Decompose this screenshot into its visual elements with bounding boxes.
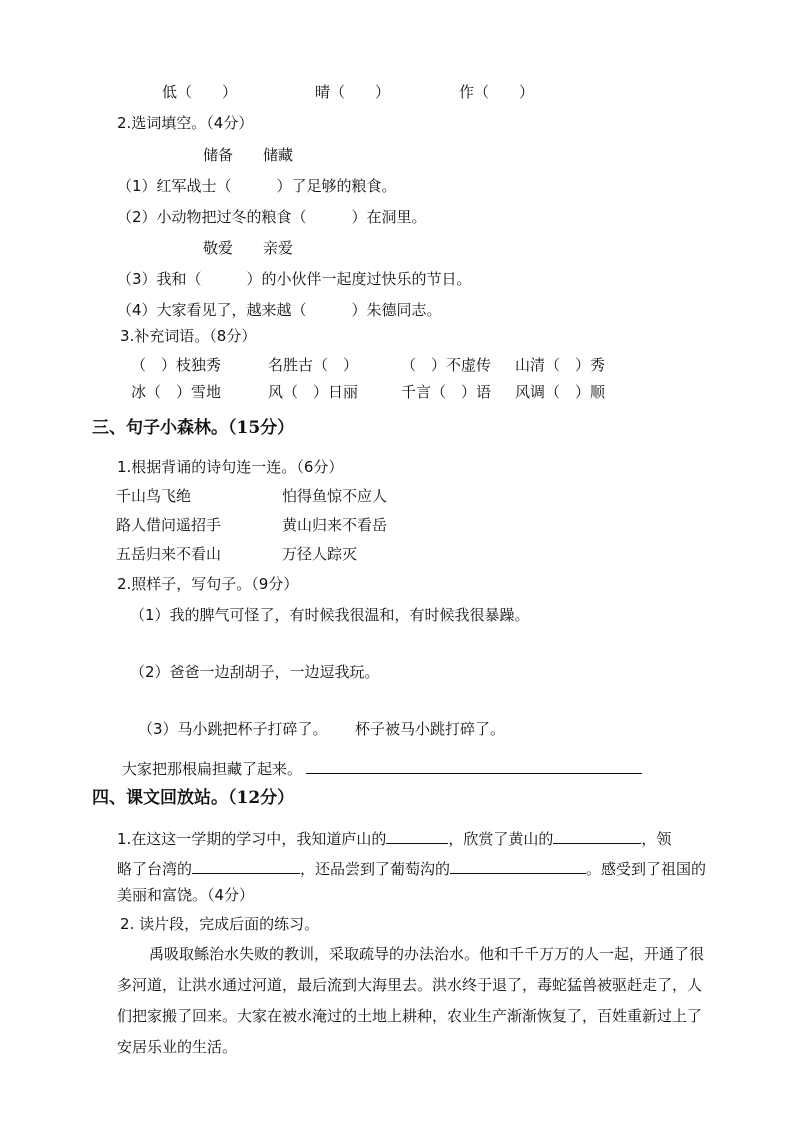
idiom-6: 风（ ）日丽 <box>268 383 359 401</box>
review-q1-text-f: 。感受到了祖国的 <box>586 860 707 878</box>
poem-match-title: 1.根据背诵的诗句连一连。（6分） <box>117 458 344 476</box>
review-q1-text-a: 1.在这这一学期的学习中，我知道庐山的 <box>117 830 387 848</box>
idiom-3: （ ）不虚传 <box>401 356 492 374</box>
rewrite-task-sentence: 大家把那根扁担藏了起来。 <box>122 760 303 778</box>
idiom-2: 名胜古（ ） <box>268 356 359 374</box>
rewrite-example-2: （2）爸爸一边刮胡子，一边逗我玩。 <box>130 663 380 681</box>
rewrite-example-1: （1）我的脾气可怪了，有时候我很温和，有时候我很暴躁。 <box>130 606 530 624</box>
review-q1-line2 <box>117 857 706 879</box>
blank-huangshan[interactable] <box>553 827 641 844</box>
q2-word-group-1: 储备 储藏 <box>203 146 294 164</box>
idiom-7: 千言（ ）语 <box>401 383 492 401</box>
review-q1-text-b: ，欣赏了黄山的 <box>448 830 554 848</box>
section-3-heading: 三、句子小森林。（15分） <box>92 418 295 438</box>
poem-left-2: 路人借问遥招手 <box>116 516 222 534</box>
blank-taiwan[interactable] <box>192 857 300 874</box>
char-blank-zuo: 作（ ） <box>459 83 535 101</box>
poem-right-3: 万径人踪灭 <box>282 545 358 563</box>
review-q1-text-c: ，领 <box>641 830 672 848</box>
review-q1-line3: 美丽和富饶。（4分） <box>117 886 255 904</box>
rewrite-title: 2.照样子，写句子。（9分） <box>117 575 299 593</box>
reading-passage: 禹吸取鲧治水失败的教训，采取疏导的办法治水。他和千千万万的人一起，开通了很多河道，让洪水通过河道，最后流到大海里去。洪水终于退了，毒蛇猛兽被驱赶走了，人们把家搬了回来。大家在被水淹过的土地上耕种，农业生产渐渐恢复了，百姓重新过上了安居乐业的生活。 <box>117 945 705 1056</box>
blank-lushan[interactable] <box>386 827 448 844</box>
rewrite-answer-line[interactable] <box>306 757 642 774</box>
idiom-5: 冰（ ）雪地 <box>131 383 222 401</box>
rewrite-example-3b: 杯子被马小跳打碎了。 <box>355 720 506 738</box>
char-blank-di: 低（ ） <box>162 83 238 101</box>
q2-title: 2.选词填空。（4分） <box>117 114 254 132</box>
q3-title: 3.补充词语。（8分） <box>120 327 257 345</box>
q2-word-group-2: 敬爱 亲爱 <box>203 239 294 257</box>
poem-right-2: 黄山归来不看岳 <box>282 516 388 534</box>
review-q1-text-e: ，还品尝到了葡萄沟的 <box>300 860 451 878</box>
poem-left-1: 千山鸟飞绝 <box>116 487 192 505</box>
q2-sentence-2: （2）小动物把过冬的粮食（ ）在洞里。 <box>117 208 427 226</box>
rewrite-task <box>122 757 642 779</box>
idiom-4: 山清（ ）秀 <box>515 356 606 374</box>
review-q1-text-d: 略了台湾的 <box>117 860 193 878</box>
idiom-1: （ ）枝独秀 <box>131 356 222 374</box>
char-blank-qing: 晴（ ） <box>315 83 391 101</box>
q2-sentence-4: （4）大家看见了，越来越（ ）朱德同志。 <box>117 301 442 319</box>
poem-right-1: 怕得鱼惊不应人 <box>282 487 388 505</box>
section-4-heading: 四、课文回放站。（12分） <box>92 788 295 808</box>
idiom-8: 风调（ ）顺 <box>515 383 606 401</box>
blank-putaogou[interactable] <box>450 857 586 874</box>
rewrite-example-3a: （3）马小跳把杯子打碎了。 <box>138 720 328 738</box>
q2-sentence-3: （3）我和（ ）的小伙伴一起度过快乐的节日。 <box>117 270 472 288</box>
q2-sentence-1: （1）红军战士（ ）了足够的粮食。 <box>117 177 397 195</box>
reading-title: 2. 读片段，完成后面的练习。 <box>120 915 320 933</box>
poem-left-3: 五岳归来不看山 <box>116 545 222 563</box>
review-q1-line1 <box>117 827 671 849</box>
